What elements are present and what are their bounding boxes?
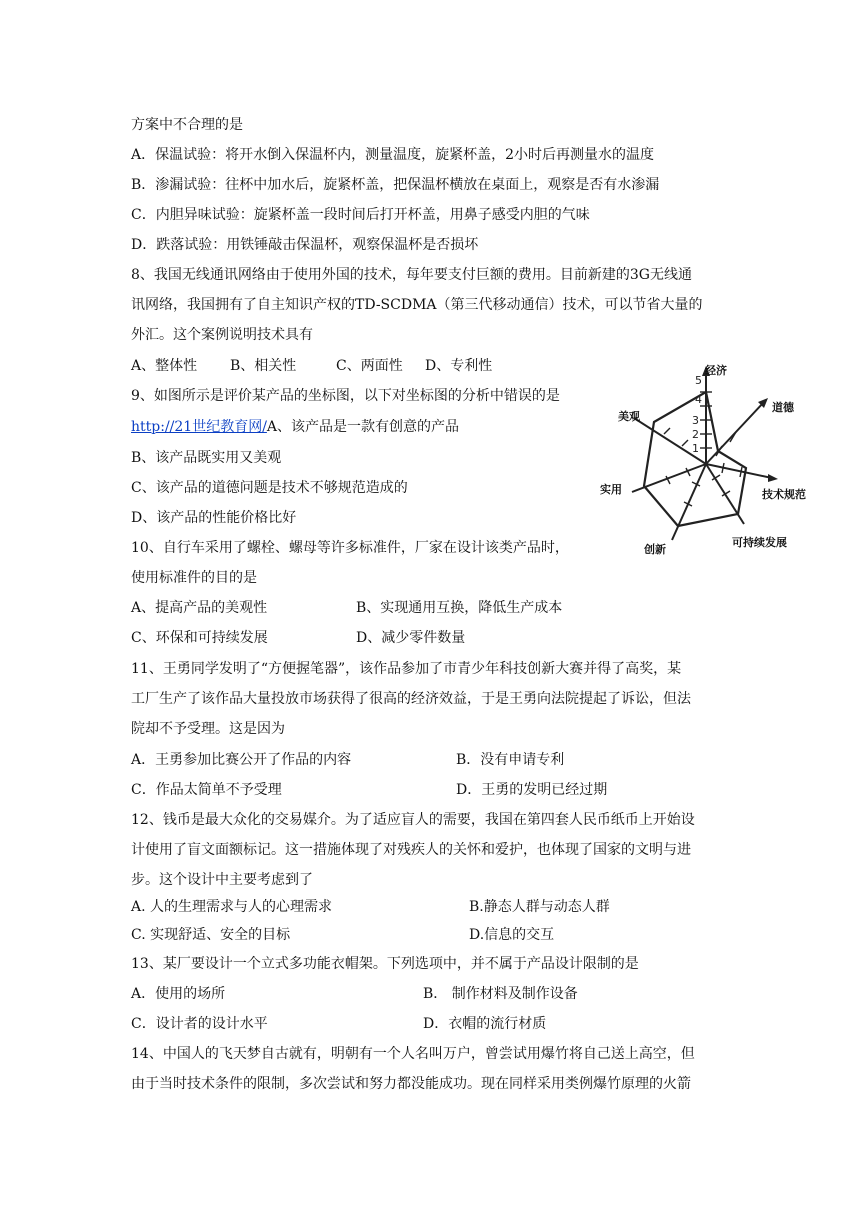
q8-option-c: C、两面性 <box>336 358 403 374</box>
q10-option-c: C、环保和可持续发展 <box>131 630 268 646</box>
q12-stem-line-1: 12、钱币是最大众化的交易媒介。为了适应盲人的需要，我国在第四套人民币纸币上开始设 <box>131 812 695 828</box>
source-link[interactable]: http://21世纪教育网/ <box>131 419 267 435</box>
axis-label-economy: 经济 <box>705 364 727 377</box>
axis-label-innovation: 创新 <box>644 543 666 556</box>
evaluation-polygon <box>644 392 746 526</box>
q14-stem-line-1: 14、中国人的飞天梦自古就有，明朝有一个人名叫万户，曾尝试用爆竹将自己送上高空，但 <box>131 1046 695 1062</box>
q13-option-c: C．设计者的设计水平 <box>131 1016 268 1032</box>
axis-label-ethics: 道德 <box>772 401 794 414</box>
tick-label-3: 3 <box>692 414 699 427</box>
tick-label-5: 5 <box>695 374 702 387</box>
q7-option-c: C．内胆异味试验：旋紧杯盖一段时间后打开杯盖，用鼻子感受内胆的气味 <box>131 207 590 223</box>
q9-option-d: D、该产品的性能价格比好 <box>131 510 297 526</box>
q7-option-d: D．跌落试验：用铁锤敲击保温杯，观察保温杯是否损坏 <box>131 237 479 253</box>
q10-option-b: B、实现通用互换，降低生产成本 <box>356 600 563 616</box>
q11-stem-line-2: 工厂生产了该作品大量投放市场获得了很高的经济效益，于是王勇向法院提起了诉讼，但法 <box>131 691 691 707</box>
q7-option-b: B．渗漏试验：往杯中加水后，旋紧杯盖，把保温杯横放在桌面上，观察是否有水渗漏 <box>131 177 660 193</box>
q12-option-c: C. 实现舒适、安全的目标 <box>131 927 291 943</box>
q9-option-a-line <box>131 418 459 436</box>
axis-label-sustainable: 可持续发展 <box>732 536 787 549</box>
tick-label-1: 1 <box>692 442 699 455</box>
q12-stem-line-2: 计使用了盲文面额标记。这一措施体现了对残疾人的关怀和爱护，也体现了国家的文明与进 <box>131 842 691 858</box>
q10-option-d: D、减少零件数量 <box>356 630 466 646</box>
evaluation-radar-figure <box>596 356 820 564</box>
q12-option-a: A. 人的生理需求与人的心理需求 <box>131 899 333 915</box>
q12-option-d: D.信息的交互 <box>469 927 555 943</box>
axis-label-practical: 实用 <box>600 483 622 496</box>
q10-stem-line-1: 10、自行车采用了螺栓、螺母等许多标准件，厂家在设计该类产品时， <box>131 540 569 556</box>
q7-stem-tail: 方案中不合理的是 <box>131 117 243 133</box>
q10-option-a: A、提高产品的美观性 <box>131 600 268 616</box>
q8-option-d: D、专利性 <box>425 358 493 374</box>
q9-stem: 9、如图所示是评价某产品的坐标图，以下对坐标图的分析中错误的是 <box>131 388 560 404</box>
tick-label-2: 2 <box>692 428 699 441</box>
q9-option-b: B、该产品既实用又美观 <box>131 450 282 466</box>
axis-label-aesthetic: 美观 <box>618 410 640 423</box>
q12-stem-line-3: 步。这个设计中主要考虑到了 <box>131 872 313 888</box>
q8-stem-line-3: 外汇。这个案例说明技术具有 <box>131 327 313 343</box>
q11-stem-line-1: 11、王勇同学发明了“方便握笔器”，该作品参加了市青少年科技创新大赛并得了高奖，某 <box>131 661 682 677</box>
q9-option-c: C、该产品的道德问题是技术不够规范造成的 <box>131 480 408 496</box>
tick-label-4: 4 <box>695 393 702 406</box>
q11-option-d: D．王勇的发明已经过期 <box>456 782 608 798</box>
axis-label-technical-standard: 技术规范 <box>762 488 806 501</box>
q8-stem-line-1: 8、我国无线通讯网络由于使用外国的技术，每年要支付巨额的费用。目前新建的3G无线通 <box>131 267 692 283</box>
q10-stem-line-2: 使用标准件的目的是 <box>131 570 257 586</box>
q11-option-a: A．王勇参加比赛公开了作品的内容 <box>131 752 352 768</box>
axis-technical-standard <box>706 464 772 478</box>
q13-option-d: D．衣帽的流行材质 <box>423 1016 547 1032</box>
q7-option-a: A．保温试验：将开水倒入保温杯内，测量温度，旋紧杯盖，2小时后再测量水的温度 <box>131 147 655 163</box>
q13-option-a: A．使用的场所 <box>131 986 226 1002</box>
q11-stem-line-3: 院却不予受理。这是因为 <box>131 721 285 737</box>
q9-option-a: A、该产品是一款有创意的产品 <box>266 419 460 435</box>
q8-option-b: B、相关性 <box>230 358 297 374</box>
q12-option-b: B.静态人群与动态人群 <box>469 899 610 915</box>
q11-option-c: C．作品太简单不予受理 <box>131 782 282 798</box>
q13-stem: 13、某厂要设计一个立式多功能衣帽架。下列选项中，并不属于产品设计限制的是 <box>131 956 639 972</box>
q8-stem-line-2: 讯网络，我国拥有了自主知识产权的TD-SCDMA（第三代移动通信）技术，可以节省大量的 <box>131 297 703 313</box>
q8-option-a: A、整体性 <box>131 358 198 374</box>
q11-option-b: B．没有申请专利 <box>456 752 565 768</box>
q14-stem-line-2: 由于当时技术条件的限制，多次尝试和努力都没能成功。现在同样采用类例爆竹原理的火箭 <box>131 1076 691 1092</box>
q13-option-b: B． 制作材料及制作设备 <box>423 986 578 1002</box>
